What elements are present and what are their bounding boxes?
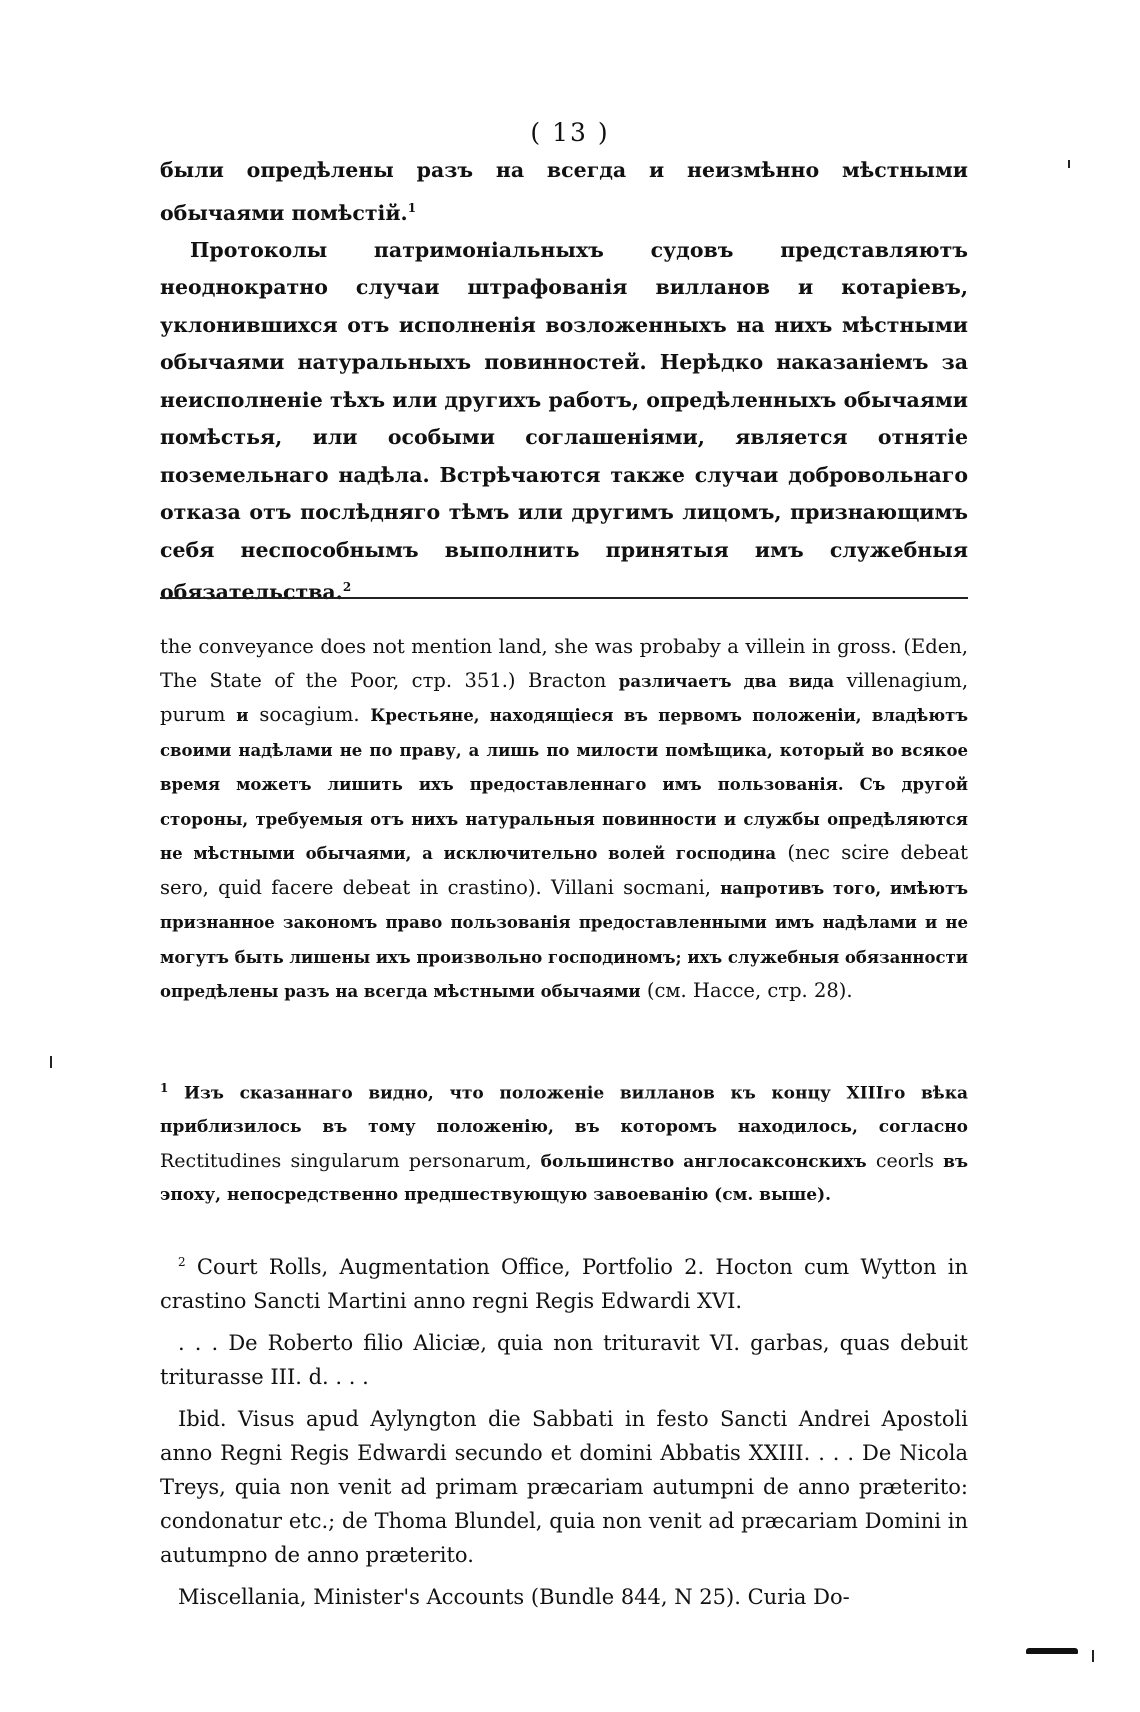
footnote-2-paragraph-4: Miscellania, Minister's Accounts (Bundle 844, N 25). Curia Do- — [178, 1585, 850, 1609]
footnote-1-mark: 1 — [160, 1081, 169, 1095]
margin-tick-left — [50, 1056, 52, 1068]
main-text — [160, 152, 968, 612]
footnote-1-part-4: ceorls — [875, 1149, 935, 1172]
page-number: ( 13 ) — [530, 118, 610, 147]
note-part-2: различаетъ два вида — [618, 671, 835, 691]
footnote-divider — [160, 597, 968, 599]
main-paragraph-2 — [160, 232, 968, 612]
note-part-7: (nec scire debeat sero, quid facere debeat in crastino). Villani socmani, — [160, 841, 969, 899]
footnote-ref-1: 1 — [407, 200, 417, 215]
note-part-8: напротивъ того, имѣютъ признанное закономъ право пользованія предоставленными имъ надѣлами и не могутъ быть лишены ихъ произвольно господиномъ; ихъ служебныя обязанности опредѣлены разъ на всегда мѣстными обычаями — [160, 878, 968, 1001]
footnote-1-part-1: Изъ сказаннаго видно, что положеніе вилланов къ концу XIIIго вѣка приблизилось въ тому положенію, въ которомъ находилось, согласно — [160, 1083, 969, 1138]
footnote-2-paragraph-1 — [160, 1245, 968, 1318]
footnote-1-part-3: большинство англосаксонскихъ — [540, 1151, 867, 1172]
main-paragraph-2-text: Протоколы патримоніальныхъ судовъ представляютъ неоднократно случаи штрафованія вилланов и котаріевъ, уклонившихся отъ исполненія возложенныхъ на нихъ мѣстными обычаями натуральныхъ повинностей. Нерѣдко наказаніемъ за неисполненіе тѣхъ или другихъ работъ, опредѣленныхъ обычаями помѣстья, или особыми соглашеніями, является отнятіе поземельнаго надѣла. Встрѣчаются также случаи добровольнаго отказа отъ послѣдняго тѣмъ или другимъ лицомъ, признающимъ себя неспособнымъ выполнить принятыя имъ служебныя обязательства. — [160, 237, 968, 605]
note-part-4: и — [236, 706, 249, 725]
main-paragraph-1 — [160, 152, 968, 232]
footnote-2-mark: 2 — [178, 1255, 186, 1269]
footnote-1-part-5: въ эпоху, непосредственно предшествующую завоеванію (см. выше). — [160, 1151, 969, 1206]
footnote-ref-2: 2 — [342, 580, 352, 595]
footnote-2 — [160, 1245, 968, 1622]
footnote-2-paragraph-2: . . . De Roberto filio Aliciæ, quia non trituravit VI. garbas, quas debuit triturasse III. d. . . . — [160, 1331, 968, 1389]
footnote-1-part-2: Rectitudines singularum personarum, — [160, 1149, 532, 1172]
footnote-1 — [160, 1072, 968, 1213]
note-part-1: the conveyance does not mention land, she was probaby a villein in gross. (Eden, The State of the Poor, стр. 351.) Bracton — [160, 635, 968, 692]
note-continuation — [160, 630, 968, 1009]
note-part-5: socagium. — [259, 703, 360, 726]
footnote-2-paragraph-1-text: Court Rolls, Augmentation Office, Portfolio 2. Hocton cum Wytton in crastino Sancti Martini anno regni Regis Edwardi XVI. — [160, 1255, 968, 1313]
margin-speck — [1068, 160, 1070, 168]
page-edge-dash — [1026, 1648, 1078, 1654]
note-part-6: Крестьяне, находящіеся въ первомъ положеніи, владѣютъ своими надѣлами не по праву, а лишь по милости помѣщика, который во всякое время можетъ лишить ихъ предоставленнаго имъ пользованія. Съ другой стороны, требуемыя отъ нихъ натуральныя повинности и службы опредѣляются не мѣстными обычаями, а исключительно волей господина — [160, 706, 969, 863]
note-part-9: (см. Нассе, стр. 28). — [646, 979, 853, 1002]
note-part-3: villenagium, purum — [160, 668, 969, 726]
main-paragraph-1-text: были опредѣлены разъ на всегда и неизмѣнно мѣстными обычаями помѣстій. — [160, 158, 968, 225]
footnote-2-paragraph-3: Ibid. Visus apud Aylyngton die Sabbati in festo Sancti Andrei Apostoli anno Regni Regis Edwardi secundo et domini Abbatis XXIII. . . . De Nicola Treys, quia non venit ad primam præcariam autumpni de anno præterito: condonatur etc.; de Thoma Blundel, quia non venit ad præcariam Domini in autumpno de anno præterito. — [160, 1407, 968, 1567]
margin-tick-right — [1092, 1650, 1094, 1662]
